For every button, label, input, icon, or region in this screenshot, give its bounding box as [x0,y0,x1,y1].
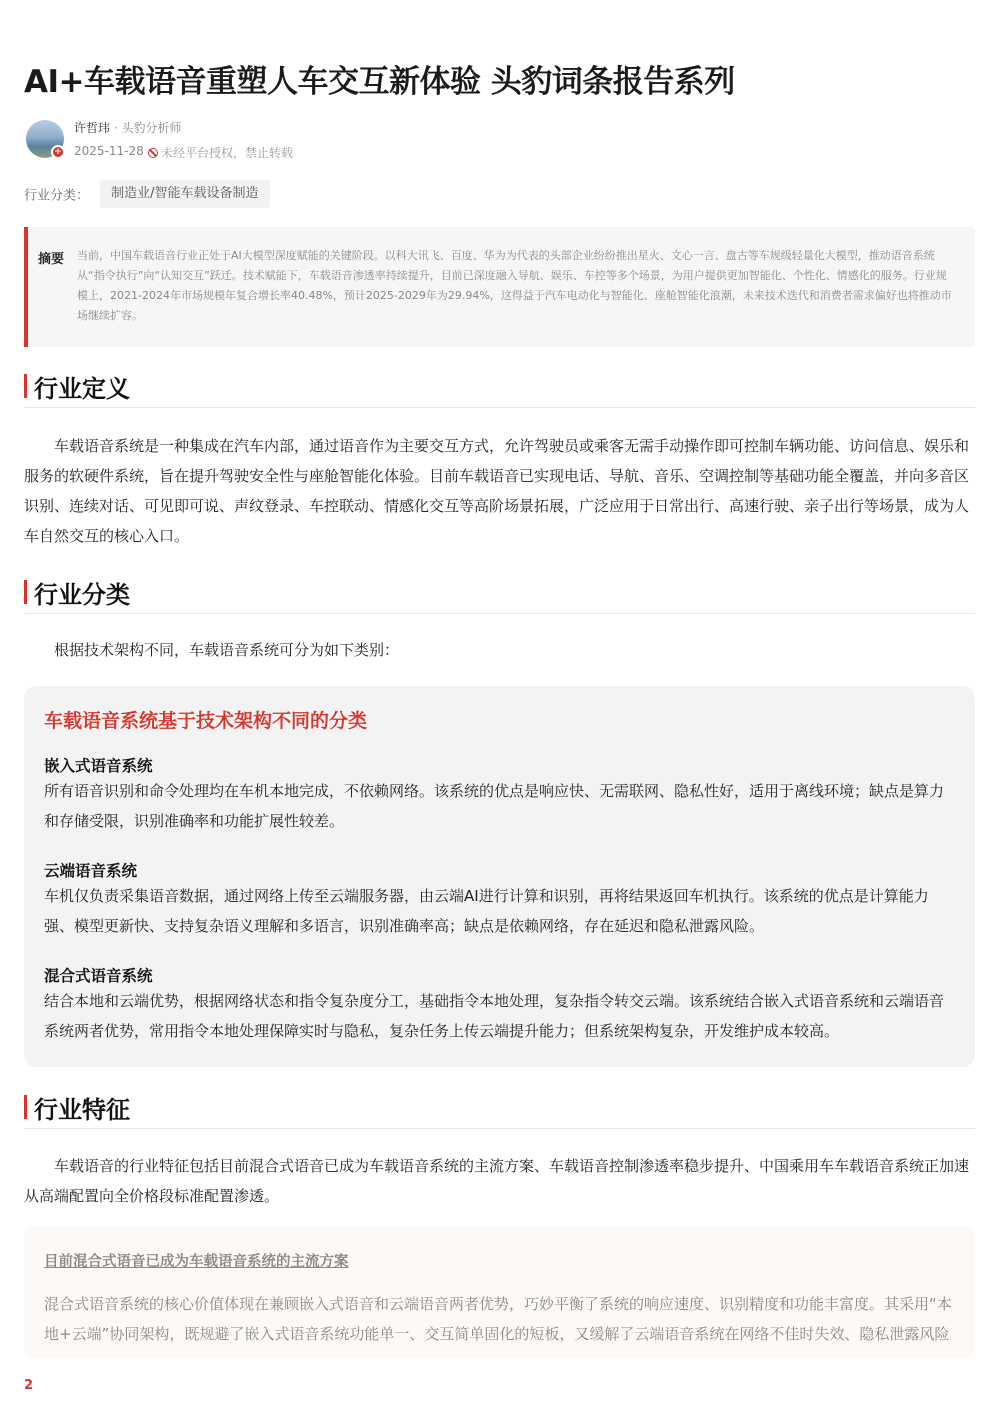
features-paragraph: 车载语音的行业特征包括目前混合式语音已成为车载语音系统的主流方案、车载语音控制渗透率稳步提升、中国乘用车车载语音系统正加速从高端配置向全价格段标准配置渗透。 [24,1157,970,1205]
abstract-text: 当前，中国车载语音行业正处于AI大模型深度赋能的关键阶段。以科大讯飞、百度、华为为代表的头部企业纷纷推出星火、文心一言、盘古等车规级轻量化大模型，推动语音系统从“指令执行”向“认知交互”跃迁。技术赋能下，车载语音渗透率持续提升，目前已深度融入导航、娱乐、车控等多个场景，为用户提供更加智能化、个性化、情感化的服务。行业规模上，2021-2024年市场规模年复合增长率40.48%，预计2025-2029年为29.94%，这得益于汽车电动化与智能化、座舱智能化浪潮，未来技术迭代和消费者需求偏好也将推动市场继续扩容。 [77,249,952,322]
class-item-title: 嵌入式语音系统 [44,757,153,775]
class-item-desc: 结合本地和云端优势，根据网络状态和指令复杂度分工，基础指令本地处理，复杂指令转交云端。该系统结合嵌入式语音系统和云端语音系统两者优势，常用指令本地处理保障实时与隐私，复杂任务上传云端提升能力；但系统架构复杂，开发维护成本较高。 [44,992,945,1040]
heading-accent-bar [24,1095,27,1119]
abstract-box [24,227,975,347]
category-tag[interactable]: 制造业/智能车载设备制造 [100,180,269,208]
class-item-desc: 所有语音识别和命令处理均在车机本地完成，不依赖网络。该系统的优点是响应快、无需联网、隐私性好，适用于离线环境；缺点是算力和存储受限，识别准确率和功能扩展性较差。 [44,782,945,830]
author-info [24,117,424,163]
classification-intro: 根据技术架构不同，车载语音系统可分为如下类别： [54,641,400,659]
section-heading-classification [24,570,975,614]
classification-card-title: 车载语音系统基于技术架构不同的分类 [44,710,368,732]
class-item-title: 混合式语音系统 [44,967,153,985]
section-heading-features [24,1085,975,1129]
heading-text: 行业特征 [34,1096,130,1124]
classification-card [24,686,975,1067]
industry-category [24,180,270,208]
no-repost-icon [148,148,158,158]
copyright-text: 未经平台授权，禁止转载 [161,146,294,160]
category-label: 行业分类： [24,188,90,204]
copyright-notice [148,144,293,161]
section-heading-definition [24,364,975,408]
publish-date: 2025-11-28 [74,144,144,158]
abstract-label: 摘要 [38,252,65,267]
heading-text: 行业分类 [34,581,130,609]
page-title: AI+车载语音重塑人车交互新体验 头豹词条报告系列 [24,64,735,100]
class-item-title: 云端语音系统 [44,862,138,880]
feature-card [24,1226,975,1358]
class-item-desc: 车机仅负责采集语音数据，通过网络上传至云端服务器，由云端AI进行计算和识别，再将结果返回车机执行。该系统的优点是计算能力强、模型更新快、支持复杂语义理解和多语言，识别准确率高；缺点是依赖网络，存在延迟和隐私泄露风险。 [44,887,929,935]
heading-text: 行业定义 [34,375,130,403]
feature-card-text: 混合式语音系统的核心价值体现在兼顾嵌入式语音和云端语音两者优势，巧妙平衡了系统的响应速度、识别精度和功能丰富度。其采用“本地+云端”协同架构，既规避了嵌入式语音系统功能单一、交互简单固化的短板，又缓解了云端语音系统在网络不佳时失效、隐私泄露风险 [44,1295,952,1343]
heading-accent-bar [24,580,27,604]
author-name[interactable]: 许哲玮 [74,121,111,135]
author-role: 头豹分析师 [121,121,182,135]
author-line [74,119,181,136]
page-number: 2 [24,1378,34,1393]
author-separator: · [110,121,122,135]
heading-accent-bar [24,374,27,398]
feature-card-title[interactable]: 目前混合式语音已成为车载语音系统的主流方案 [44,1254,349,1270]
verified-badge-icon: + [51,145,65,159]
definition-paragraph: 车载语音系统是一种集成在汽车内部，通过语音作为主要交互方式，允许驾驶员或乘客无需手动操作即可控制车辆功能、访问信息、娱乐和服务的软硬件系统，旨在提升驾驶安全性与座舱智能化体验。目前车载语音已实现电话、导航、音乐、空调控制等基础功能全覆盖，并向多音区识别、连续对话、可见即可说、声纹登录、车控联动、情感化交互等高阶场景拓展，广泛应用于日常出行、高速行驶、亲子出行等场景，成为人车自然交互的核心入口。 [24,437,970,545]
